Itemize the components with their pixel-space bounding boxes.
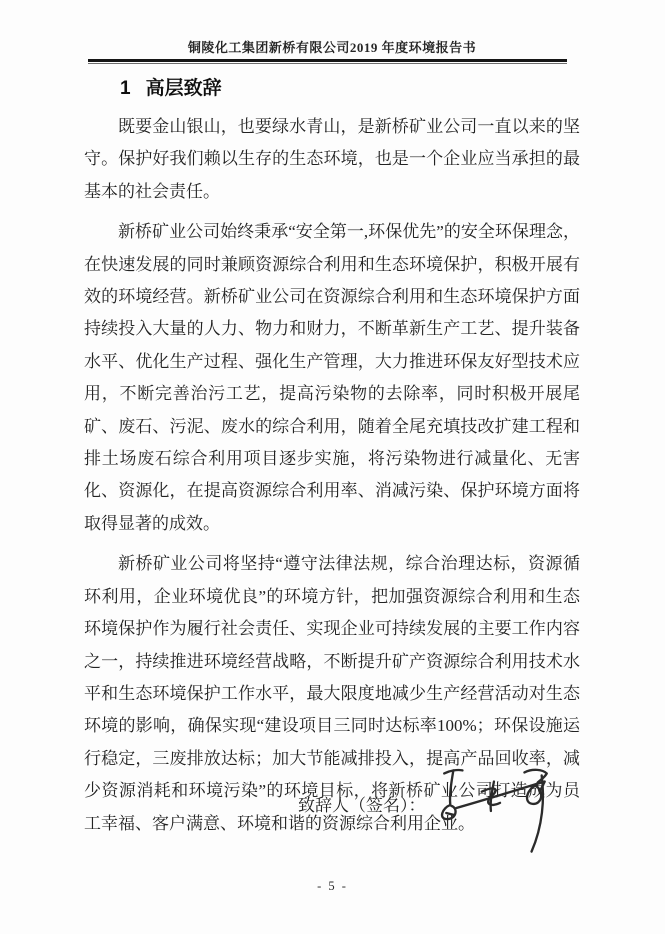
page-number: - 5 - xyxy=(317,879,348,893)
section-number: 1 xyxy=(120,78,131,99)
section-heading xyxy=(120,73,222,100)
page-header-title: 铜陵化工集团新桥有限公司2019 年度环境报告书 xyxy=(187,40,477,55)
paragraph: 新桥矿业公司始终秉承“安全第一,环保优先”的安全环保理念，在快速发展的同时兼顾资源综合利用和生态环境保护，积极开展有效的环境经营。新桥矿业公司在资源综合利用和生态环境保护方面持续投入大量的人力、物力和财力，不断革新生产工艺、提升装备水平、优化生产过程、强化生产管理，大力推进环保友好型技术应用，不断完善治污工艺，提高污染物的去除率，同时积极开展尾矿、废石、污泥、废水的综合利用，随着全尾充填技改扩建工程和排土场废石综合利用项目逐步实施，将污染物进行减量化、无害化、资源化，在提高资源综合利用率、消减污染、保护环境方面将取得显著的成效。 xyxy=(84,222,580,533)
handwritten-signature-icon xyxy=(431,760,563,862)
body-text xyxy=(84,111,580,848)
signature-label: 致辞人（签名）： xyxy=(298,796,426,815)
header-divider xyxy=(88,59,567,64)
paragraph: 新桥矿业公司将坚持“遵守法律法规，综合治理达标，资源循环利用，企业环境优良”的环境方针，把加强资源综合利用和生态环境保护作为履行社会责任、实现企业可持续发展的主要工作内容之一，持续推进环境经营战略，不断提升矿产资源综合利用技术水平和生态环境保护工作水平，最大限度地减少生产经营活动对生态环境的影响，确保实现“建设项目三同时达标率100%；环保设施运行稳定，三废排放达标；加大节能减排投入，提高产品回收率，减少资源消耗和环境污染”的环境目标，将新桥矿业公司打造成为员工幸福、客户满意、环境和谐的资源综合利用企业。 xyxy=(84,554,580,833)
section-title: 高层致辞 xyxy=(145,78,222,99)
paragraph: 既要金山银山，也要绿水青山，是新桥矿业公司一直以来的坚守。保护好我们赖以生存的生态环境，也是一个企业应当承担的最基本的社会责任。 xyxy=(84,117,580,201)
